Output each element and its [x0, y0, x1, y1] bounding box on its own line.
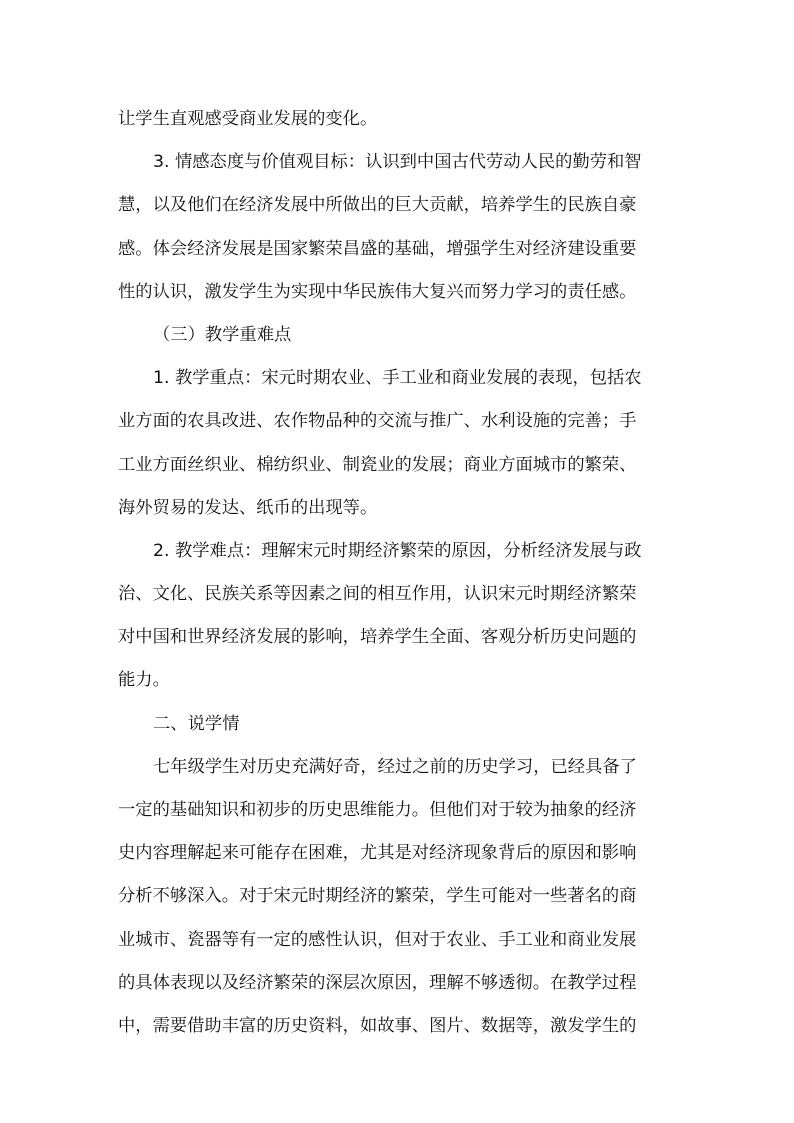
paragraph-line: 慧，以及他们在经济发展中所做出的巨大贡献，培养学生的民族自豪 [118, 195, 637, 216]
paragraph-line: 2. 教学难点：理解宋元时期经济繁荣的原因，分析经济发展与政 [153, 540, 642, 561]
paragraph-line: 七年级学生对历史充满好奇，经过之前的历史学习，已经具备了 [153, 756, 637, 777]
paragraph-line: 能力。 [118, 670, 170, 691]
section-heading: 二、说学情 [153, 713, 240, 734]
paragraph-line: 一定的基础知识和初步的历史思维能力。但他们对于较为抽象的经济 [118, 800, 637, 820]
paragraph-line: 1. 教学重点：宋元时期农业、手工业和商业发展的表现，包括农 [153, 368, 642, 389]
paragraph-line: 3. 情感态度与价值观目标：认识到中国古代劳动人民的勤劳和智 [153, 152, 642, 173]
paragraph-line: 对中国和世界经济发展的影响，培养学生全面、客观分析历史问题的 [118, 627, 637, 648]
paragraph-line: 海外贸易的发达、纸币的出现等。 [118, 497, 378, 518]
paragraph-line: 的具体表现以及经济繁荣的深层次原因，理解不够透彻。在教学过程 [118, 972, 637, 993]
paragraph-line: 感。体会经济发展是国家繁荣昌盛的基础，增强学生对经济建设重要 [118, 238, 637, 259]
paragraph-line: 史内容理解起来可能存在困难，尤其是对经济现象背后的原因和影响 [118, 843, 637, 864]
paragraph-line: 中，需要借助丰富的历史资料，如故事、图片、数据等，激发学生的 [118, 1015, 637, 1036]
paragraph-line: 性的认识，激发学生为实现中华民族伟大复兴而努力学习的责任感。 [118, 281, 637, 302]
section-heading: （三）教学重难点 [153, 324, 292, 345]
paragraph-line: 分析不够深入。对于宋元时期经济的繁荣，学生可能对一些著名的商 [118, 886, 637, 907]
paragraph-line: 治、文化、民族关系等因素之间的相互作用，认识宋元时期经济繁荣 [118, 584, 637, 605]
paragraph-line: 业城市、瓷器等有一定的感性认识，但对于农业、手工业和商业发展 [118, 929, 637, 950]
document-body [118, 98, 678, 1048]
paragraph-line: 让学生直观感受商业发展的变化。 [118, 109, 378, 129]
paragraph-line: 业方面的农具改进、农作物品种的交流与推广、水利设施的完善；手 [118, 411, 637, 432]
paragraph-line: 工业方面丝织业、棉纺织业、制瓷业的发展；商业方面城市的繁荣、 [118, 454, 637, 475]
